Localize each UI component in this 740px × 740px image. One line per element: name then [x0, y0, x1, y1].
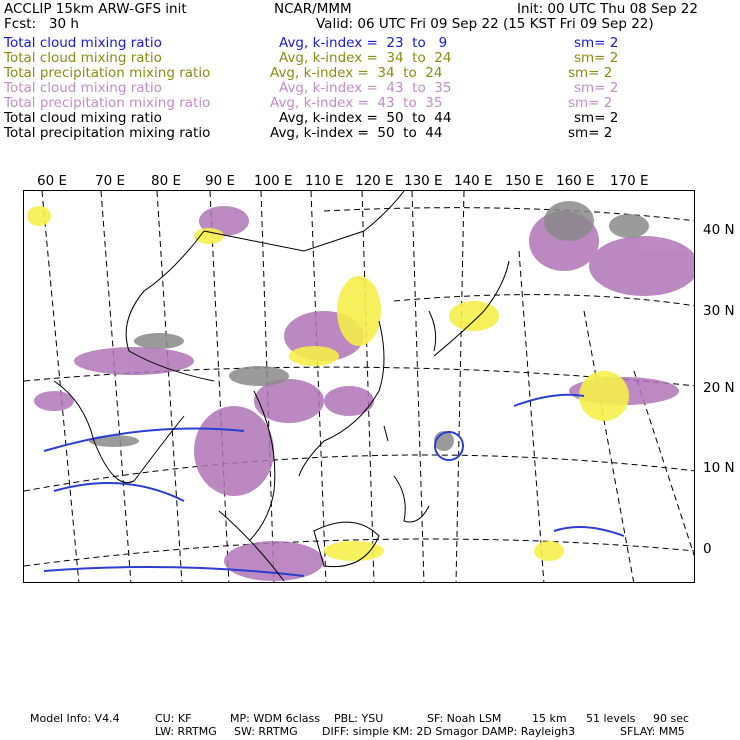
field-desc-6: Avg, k-index = 50 to 44	[279, 110, 452, 126]
cloud-patch	[337, 276, 381, 346]
lon-label: 150 E	[505, 173, 544, 189]
footer-sflay: SFLAY: MM5	[620, 725, 685, 738]
cloud-patch	[134, 333, 184, 349]
lon-label: 110 E	[305, 173, 344, 189]
field-desc-5: Avg, k-index = 43 to 35	[270, 95, 443, 111]
lon-label: 90 E	[205, 173, 235, 189]
cloud-patch	[34, 391, 74, 411]
footer-sf: SF: Noah LSM	[427, 712, 502, 725]
taiwan	[384, 426, 388, 441]
cloud-patch	[194, 406, 274, 496]
field-sm-6: sm= 2	[574, 110, 619, 126]
field-desc-7: Avg, k-index = 50 to 44	[270, 125, 443, 141]
lon-label: 100 E	[254, 173, 293, 189]
cloud-patch	[194, 228, 224, 244]
field-sm-1: sm= 2	[574, 35, 619, 51]
field-name-1: Total cloud mixing ratio	[4, 35, 162, 51]
lon-label: 170 E	[610, 173, 649, 189]
lon-label: 120 E	[355, 173, 394, 189]
lon-label: 160 E	[556, 173, 595, 189]
field-desc-2: Avg, k-index = 34 to 24	[279, 50, 452, 66]
lat-label: 40 N	[703, 222, 735, 238]
philippines	[394, 476, 429, 522]
footer-resolution: 15 km	[532, 712, 567, 725]
cloud-patch	[579, 371, 629, 421]
footer-mp: MP: WDM 6class	[230, 712, 320, 725]
init-time: Init: 00 UTC Thu 08 Sep 22	[517, 1, 698, 17]
lon-line	[362, 191, 374, 583]
field-desc-1: Avg, k-index = 23 to 9	[279, 35, 448, 51]
lon-label: 70 E	[95, 173, 125, 189]
cloud-patch	[289, 346, 339, 366]
lat-label: 10 N	[703, 460, 735, 476]
model-title: ACCLIP 15km ARW-GFS init	[4, 1, 187, 17]
lon-line	[42, 191, 79, 583]
footer-timestep: 90 sec	[653, 712, 690, 725]
valid-time: Valid: 06 UTC Fri 09 Sep 22 (15 KST Fri 09 Sep 22)	[316, 16, 654, 32]
field-name-7: Total precipitation mixing ratio	[4, 125, 211, 141]
cloud-patch	[534, 541, 564, 561]
lon-line	[456, 191, 464, 583]
cloud-streak	[54, 483, 184, 501]
map-canvas	[24, 191, 695, 583]
korea	[429, 311, 436, 351]
field-name-4: Total cloud mixing ratio	[4, 80, 162, 96]
lon-label: 130 E	[404, 173, 443, 189]
field-name-5: Total precipitation mixing ratio	[4, 95, 211, 111]
footer-cu: CU: KF	[155, 712, 192, 725]
lon-line	[519, 251, 544, 583]
field-desc-3: Avg, k-index = 34 to 24	[270, 65, 443, 81]
field-sm-4: sm= 2	[574, 80, 619, 96]
lat-label: 0	[703, 541, 712, 557]
field-sm-5: sm= 2	[568, 95, 613, 111]
lon-label: 60 E	[37, 173, 67, 189]
org-label: NCAR/MMM	[274, 1, 352, 17]
lon-label: 80 E	[151, 173, 181, 189]
field-name-2: Total cloud mixing ratio	[4, 50, 162, 66]
field-name-6: Total cloud mixing ratio	[4, 110, 162, 126]
cloud-patch	[224, 541, 324, 581]
forecast-hour: Fcst: 30 h	[4, 16, 79, 32]
forecast-map	[23, 190, 695, 583]
field-name-3: Total precipitation mixing ratio	[4, 65, 211, 81]
cloud-patch	[229, 366, 289, 386]
lat-label: 30 N	[703, 303, 735, 319]
field-sm-7: sm= 2	[568, 125, 613, 141]
field-desc-4: Avg, k-index = 43 to 35	[279, 80, 452, 96]
lon-line	[157, 191, 182, 583]
field-sm-3: sm= 2	[568, 65, 613, 81]
footer-diff: DIFF: simple KM: 2D Smagor DAMP: Rayleigh3	[322, 725, 576, 738]
cloud-patch	[324, 386, 374, 416]
cloud-patch	[27, 206, 51, 226]
footer-model-info: Model Info: V4.4	[30, 712, 120, 725]
footer-sw: SW: RRTMG	[234, 725, 298, 738]
footer-pbl: PBL: YSU	[334, 712, 384, 725]
cloud-patch	[589, 236, 695, 296]
footer-lw: LW: RRTMG	[155, 725, 217, 738]
lon-label: 140 E	[454, 173, 493, 189]
lat-line-30n	[394, 295, 695, 306]
cloud-patch	[449, 301, 499, 331]
cloud-patch	[544, 201, 594, 241]
lon-line	[210, 191, 229, 583]
lat-label: 20 N	[703, 380, 735, 396]
footer-levels: 51 levels	[586, 712, 636, 725]
field-sm-2: sm= 2	[574, 50, 619, 66]
lon-line	[584, 311, 634, 583]
lat-line-10n	[24, 455, 695, 491]
lon-line	[101, 191, 131, 583]
cloud-streak	[554, 527, 624, 536]
cloud-patch	[89, 435, 139, 447]
cloud-patch	[609, 214, 649, 238]
lon-line	[412, 191, 424, 583]
